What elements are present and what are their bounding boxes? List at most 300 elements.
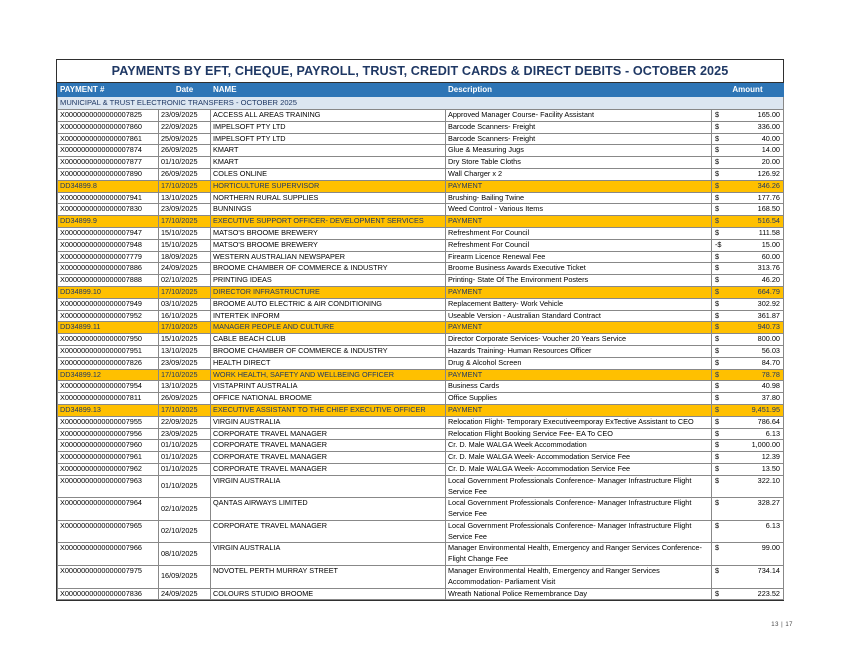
description-cell: Local Government Professionals Conference- Manager Infrastructure Flight Service Fee: [446, 475, 712, 498]
table-row: [58, 357, 784, 369]
amount-cell: [712, 286, 784, 298]
payment-number-cell: X0000000000000007955: [58, 416, 159, 428]
name-cell: VIRGIN AUSTRALIA: [211, 416, 446, 428]
currency-symbol: $: [715, 345, 720, 355]
amount-value: 168.50: [757, 204, 780, 214]
name-cell: WORK HEALTH, SAFETY AND WELLBEING OFFICER: [211, 369, 446, 381]
table-row: [58, 227, 784, 239]
description-cell: PAYMENT: [446, 180, 712, 192]
date-cell: 13/10/2025: [159, 381, 211, 393]
payment-number-cell: X0000000000000007811: [58, 393, 159, 405]
payment-number-cell: X0000000000000007874: [58, 145, 159, 157]
table-row: [58, 298, 784, 310]
amount-cell: [712, 416, 784, 428]
currency-symbol: $: [715, 204, 720, 214]
date-cell: 26/09/2025: [159, 168, 211, 180]
amount-value: 6.13: [765, 428, 780, 438]
name-cell: COLES ONLINE: [211, 168, 446, 180]
payment-number-cell: X0000000000000007961: [58, 452, 159, 464]
payment-number-cell: DD34899.10: [58, 286, 159, 298]
date-cell: 01/10/2025: [159, 440, 211, 452]
date-cell: 23/09/2025: [159, 428, 211, 440]
currency-symbol: $: [715, 428, 720, 438]
amount-cell: [712, 168, 784, 180]
currency-symbol: $: [715, 110, 720, 119]
currency-symbol: $: [715, 168, 720, 178]
payment-number-cell: X0000000000000007950: [58, 334, 159, 346]
amount-cell: [712, 543, 784, 566]
description-cell: Glue & Measuring Jugs: [446, 145, 712, 157]
date-cell: 17/10/2025: [159, 322, 211, 334]
description-cell: Relocation Flight- Temporary Executiveemporay ExTective Assistant to CEO: [446, 416, 712, 428]
date-cell: 02/10/2025: [159, 520, 211, 543]
currency-symbol: $: [715, 310, 720, 320]
amount-value: 46.20: [761, 275, 780, 285]
currency-symbol: $: [715, 404, 720, 414]
amount-cell: [712, 404, 784, 416]
currency-symbol: $: [715, 381, 720, 391]
table-row: [58, 463, 784, 475]
payment-number-cell: X0000000000000007951: [58, 345, 159, 357]
amount-cell: [712, 121, 784, 133]
amount-value: 786.64: [757, 416, 780, 426]
description-cell: PAYMENT: [446, 369, 712, 381]
amount-cell: [712, 322, 784, 334]
amount-value: 40.00: [761, 133, 780, 143]
name-cell: VIRGIN AUSTRALIA: [211, 543, 446, 566]
amount-cell: [712, 145, 784, 157]
amount-value: 734.14: [757, 566, 780, 576]
amount-value: 37.80: [761, 393, 780, 403]
amount-cell: [712, 357, 784, 369]
description-cell: Cr. D. Male WALGA Week Accommodation: [446, 440, 712, 452]
name-cell: BROOME CHAMBER OF COMMERCE & INDUSTRY: [211, 345, 446, 357]
amount-value: 9,451.95: [751, 404, 780, 414]
amount-value: 223.52: [757, 588, 780, 598]
table-row: [58, 133, 784, 145]
amount-value: 313.76: [757, 263, 780, 273]
amount-value: 13.50: [761, 463, 780, 473]
table-row: [58, 239, 784, 251]
payment-number-cell: X0000000000000007890: [58, 168, 159, 180]
payments-table: [57, 83, 784, 600]
amount-value: 322.10: [757, 475, 780, 485]
amount-cell: [712, 428, 784, 440]
name-cell: CABLE BEACH CLUB: [211, 334, 446, 346]
amount-value: 800.00: [757, 334, 780, 344]
date-cell: 23/09/2025: [159, 110, 211, 122]
page-number: 13 | 17: [771, 622, 793, 628]
date-cell: 15/10/2025: [159, 334, 211, 346]
amount-cell: [712, 192, 784, 204]
payment-number-cell: DD34899.8: [58, 180, 159, 192]
description-cell: Director Corporate Services- Voucher 20 Years Service: [446, 334, 712, 346]
amount-value: 302.92: [757, 298, 780, 308]
payment-number-cell: X0000000000000007888: [58, 275, 159, 287]
currency-symbol: $: [715, 475, 720, 485]
date-cell: 01/10/2025: [159, 157, 211, 169]
description-cell: Manager Environmental Health, Emergency and Ranger Services Accommodation- Parliament Visit: [446, 566, 712, 589]
name-cell: ACCESS ALL AREAS TRAINING: [211, 110, 446, 122]
table-row: [58, 110, 784, 122]
amount-cell: [712, 298, 784, 310]
table-row: [58, 145, 784, 157]
table-row: [58, 157, 784, 169]
table-row: [58, 440, 784, 452]
date-cell: 08/10/2025: [159, 543, 211, 566]
table-row: [58, 428, 784, 440]
description-cell: PAYMENT: [446, 322, 712, 334]
description-cell: Useable Version - Australian Standard Contract: [446, 310, 712, 322]
name-cell: EXECUTIVE ASSISTANT TO THE CHIEF EXECUTIVE OFFICER: [211, 404, 446, 416]
date-cell: 22/09/2025: [159, 416, 211, 428]
table-row-highlighted: [58, 286, 784, 298]
payment-number-cell: X0000000000000007947: [58, 227, 159, 239]
section-row: [58, 97, 784, 110]
name-cell: BROOME CHAMBER OF COMMERCE & INDUSTRY: [211, 263, 446, 275]
amount-value: 516.54: [757, 216, 780, 226]
amount-value: 940.73: [757, 322, 780, 332]
amount-value: 1,000.00: [751, 440, 780, 450]
payment-number-cell: X0000000000000007825: [58, 110, 159, 122]
description-cell: Refreshment For Council: [446, 227, 712, 239]
payment-number-cell: X0000000000000007830: [58, 204, 159, 216]
amount-value: 99.00: [761, 543, 780, 553]
currency-symbol: $: [715, 322, 720, 332]
name-cell: CORPORATE TRAVEL MANAGER: [211, 440, 446, 452]
payment-number-cell: DD34899.12: [58, 369, 159, 381]
description-cell: Local Government Professionals Conference- Manager Infrastructure Flight Service Fee: [446, 520, 712, 543]
date-cell: 17/10/2025: [159, 404, 211, 416]
currency-symbol: $: [715, 393, 720, 403]
table-row-highlighted: [58, 404, 784, 416]
description-cell: Firearm Licence Renewal Fee: [446, 251, 712, 263]
currency-symbol: $: [715, 216, 720, 226]
description-cell: Hazards Training- Human Resources Officer: [446, 345, 712, 357]
column-header-payment: PAYMENT #: [58, 84, 159, 97]
name-cell: MATSO'S BROOME BREWERY: [211, 239, 446, 251]
table-row: [58, 334, 784, 346]
column-header-amount: Amount: [712, 84, 784, 97]
date-cell: 18/09/2025: [159, 251, 211, 263]
payment-number-cell: X0000000000000007952: [58, 310, 159, 322]
date-cell: 22/09/2025: [159, 121, 211, 133]
amount-cell: [712, 393, 784, 405]
amount-value: 361.87: [757, 310, 780, 320]
table-row: [58, 498, 784, 521]
amount-value: 84.70: [761, 357, 780, 367]
table-row: [58, 381, 784, 393]
payment-number-cell: X0000000000000007886: [58, 263, 159, 275]
table-row: [58, 588, 784, 600]
currency-symbol: $: [715, 369, 720, 379]
payment-number-cell: X0000000000000007960: [58, 440, 159, 452]
table-row-highlighted: [58, 369, 784, 381]
payment-number-cell: X0000000000000007954: [58, 381, 159, 393]
amount-cell: [712, 369, 784, 381]
table-row: [58, 566, 784, 589]
table-row: [58, 345, 784, 357]
amount-cell: [712, 239, 784, 251]
amount-cell: [712, 452, 784, 464]
date-cell: 13/10/2025: [159, 345, 211, 357]
name-cell: VISTAPRINT AUSTRALIA: [211, 381, 446, 393]
amount-cell: [712, 275, 784, 287]
name-cell: MANAGER PEOPLE AND CULTURE: [211, 322, 446, 334]
currency-symbol: $: [715, 357, 720, 367]
table-row: [58, 310, 784, 322]
payment-number-cell: X0000000000000007779: [58, 251, 159, 263]
date-cell: 03/10/2025: [159, 298, 211, 310]
date-cell: 17/10/2025: [159, 286, 211, 298]
amount-value: 20.00: [761, 157, 780, 167]
payment-number-cell: X0000000000000007826: [58, 357, 159, 369]
amount-value: 664.79: [757, 286, 780, 296]
table-row: [58, 275, 784, 287]
name-cell: KMART: [211, 157, 446, 169]
amount-cell: [712, 381, 784, 393]
currency-symbol: $: [715, 121, 720, 131]
date-cell: 23/09/2025: [159, 204, 211, 216]
name-cell: BUNNINGS: [211, 204, 446, 216]
currency-symbol: $: [715, 298, 720, 308]
currency-symbol: $: [715, 498, 720, 508]
name-cell: BROOME AUTO ELECTRIC & AIR CONDITIONING: [211, 298, 446, 310]
table-row: [58, 192, 784, 204]
currency-symbol: $: [715, 286, 720, 296]
amount-cell: [712, 498, 784, 521]
payment-number-cell: X0000000000000007975: [58, 566, 159, 589]
currency-symbol: $: [715, 334, 720, 344]
date-cell: 24/09/2025: [159, 588, 211, 600]
amount-value: 78.78: [761, 369, 780, 379]
currency-symbol: $: [715, 227, 720, 237]
payment-number-cell: X0000000000000007836: [58, 588, 159, 600]
date-cell: 02/10/2025: [159, 498, 211, 521]
name-cell: CORPORATE TRAVEL MANAGER: [211, 520, 446, 543]
date-cell: 17/10/2025: [159, 369, 211, 381]
name-cell: NOVOTEL PERTH MURRAY STREET: [211, 566, 446, 589]
column-header-name: NAME: [211, 84, 446, 97]
amount-value: 60.00: [761, 251, 780, 261]
payment-number-cell: X0000000000000007966: [58, 543, 159, 566]
payment-number-cell: X0000000000000007949: [58, 298, 159, 310]
amount-value: 336.00: [757, 121, 780, 131]
table-row-highlighted: [58, 180, 784, 192]
amount-cell: [712, 310, 784, 322]
description-cell: Relocation Flight Booking Service Fee- EA To CEO: [446, 428, 712, 440]
description-cell: Broome Business Awards Executive Ticket: [446, 263, 712, 275]
description-cell: Local Government Professionals Conference- Manager Infrastructure Flight Service Fee: [446, 498, 712, 521]
currency-symbol: $: [715, 520, 720, 530]
date-cell: 16/09/2025: [159, 566, 211, 589]
name-cell: QANTAS AIRWAYS LIMITED: [211, 498, 446, 521]
amount-cell: [712, 520, 784, 543]
amount-cell: [712, 566, 784, 589]
name-cell: CORPORATE TRAVEL MANAGER: [211, 428, 446, 440]
amount-cell: [712, 227, 784, 239]
name-cell: DIRECTOR INFRASTRUCTURE: [211, 286, 446, 298]
payment-number-cell: X0000000000000007948: [58, 239, 159, 251]
name-cell: CORPORATE TRAVEL MANAGER: [211, 463, 446, 475]
description-cell: Barcode Scanners- Freight: [446, 133, 712, 145]
currency-symbol: $: [715, 180, 720, 190]
currency-symbol: $: [715, 263, 720, 273]
currency-symbol: $: [715, 440, 720, 450]
table-row: [58, 121, 784, 133]
date-cell: 24/09/2025: [159, 263, 211, 275]
name-cell: WESTERN AUSTRALIAN NEWSPAPER: [211, 251, 446, 263]
amount-cell: [712, 334, 784, 346]
amount-value: 165.00: [757, 110, 780, 119]
amount-value: 6.13: [765, 520, 780, 530]
date-cell: 15/10/2025: [159, 239, 211, 251]
column-header-date: Date: [159, 84, 211, 97]
name-cell: VIRGIN AUSTRALIA: [211, 475, 446, 498]
date-cell: 26/09/2025: [159, 145, 211, 157]
amount-cell: [712, 216, 784, 228]
currency-symbol: $: [715, 251, 720, 261]
date-cell: 23/09/2025: [159, 357, 211, 369]
date-cell: 16/10/2025: [159, 310, 211, 322]
description-cell: Printing- State Of The Environment Posters: [446, 275, 712, 287]
date-cell: 17/10/2025: [159, 216, 211, 228]
currency-symbol: $: [715, 463, 720, 473]
currency-symbol: $: [715, 145, 720, 155]
description-cell: Refreshment For Council: [446, 239, 712, 251]
payment-number-cell: X0000000000000007965: [58, 520, 159, 543]
date-cell: 26/09/2025: [159, 393, 211, 405]
name-cell: MATSO'S BROOME BREWERY: [211, 227, 446, 239]
amount-cell: [712, 463, 784, 475]
description-cell: Drug & Alcohol Screen: [446, 357, 712, 369]
currency-symbol: -$: [715, 239, 722, 249]
currency-symbol: $: [715, 566, 720, 576]
currency-symbol: $: [715, 275, 720, 285]
amount-cell: [712, 157, 784, 169]
report-title: PAYMENTS BY EFT, CHEQUE, PAYROLL, TRUST, CREDIT CARDS & DIRECT DEBITS - OCTOBER 2025: [57, 60, 783, 83]
table-row: [58, 251, 784, 263]
description-cell: Replacement Battery- Work Vehicle: [446, 298, 712, 310]
header-row: [58, 84, 784, 97]
amount-value: 56.03: [761, 345, 780, 355]
currency-symbol: $: [715, 588, 720, 598]
payments-report: [56, 59, 784, 601]
date-cell: 13/10/2025: [159, 192, 211, 204]
currency-symbol: $: [715, 192, 720, 202]
name-cell: EXECUTIVE SUPPORT OFFICER- DEVELOPMENT SERVICES: [211, 216, 446, 228]
description-cell: Wreath National Police Remembrance Day: [446, 588, 712, 600]
date-cell: 17/10/2025: [159, 180, 211, 192]
name-cell: IMPELSOFT PTY LTD: [211, 121, 446, 133]
name-cell: HORTICULTURE SUPERVISOR: [211, 180, 446, 192]
payment-number-cell: DD34899.9: [58, 216, 159, 228]
amount-cell: [712, 263, 784, 275]
payment-number-cell: X0000000000000007877: [58, 157, 159, 169]
amount-value: 15.00: [761, 239, 780, 249]
date-cell: 25/09/2025: [159, 133, 211, 145]
table-row-highlighted: [58, 322, 784, 334]
name-cell: IMPELSOFT PTY LTD: [211, 133, 446, 145]
table-row: [58, 393, 784, 405]
payment-number-cell: X0000000000000007860: [58, 121, 159, 133]
description-cell: PAYMENT: [446, 404, 712, 416]
date-cell: 01/10/2025: [159, 463, 211, 475]
payment-number-cell: X0000000000000007956: [58, 428, 159, 440]
name-cell: COLOURS STUDIO BROOME: [211, 588, 446, 600]
date-cell: 01/10/2025: [159, 452, 211, 464]
payment-number-cell: X0000000000000007941: [58, 192, 159, 204]
table-row: [58, 416, 784, 428]
date-cell: 15/10/2025: [159, 227, 211, 239]
name-cell: INTERTEK INFORM: [211, 310, 446, 322]
description-cell: Dry Store Table Cloths: [446, 157, 712, 169]
description-cell: Wall Charger x 2: [446, 168, 712, 180]
currency-symbol: $: [715, 543, 720, 553]
amount-cell: [712, 180, 784, 192]
amount-cell: [712, 251, 784, 263]
name-cell: KMART: [211, 145, 446, 157]
amount-cell: [712, 133, 784, 145]
amount-value: 14.00: [761, 145, 780, 155]
table-row: [58, 475, 784, 498]
table-row: [58, 452, 784, 464]
amount-value: 346.26: [757, 180, 780, 190]
amount-cell: [712, 345, 784, 357]
table-row: [58, 168, 784, 180]
amount-cell: [712, 110, 784, 122]
description-cell: Barcode Scanners- Freight: [446, 121, 712, 133]
description-cell: Cr. D. Male WALGA Week- Accommodation Service Fee: [446, 452, 712, 464]
description-cell: Approved Manager Course- Facility Assistant: [446, 110, 712, 122]
amount-value: 40.98: [761, 381, 780, 391]
amount-value: 328.27: [757, 498, 780, 508]
amount-cell: [712, 204, 784, 216]
column-header-description: Description: [446, 84, 712, 97]
date-cell: 02/10/2025: [159, 275, 211, 287]
name-cell: PRINTING IDEAS: [211, 275, 446, 287]
payment-number-cell: X0000000000000007964: [58, 498, 159, 521]
currency-symbol: $: [715, 452, 720, 462]
payment-number-cell: X0000000000000007963: [58, 475, 159, 498]
description-cell: Cr. D. Male WALGA Week- Accommodation Service Fee: [446, 463, 712, 475]
description-cell: PAYMENT: [446, 216, 712, 228]
currency-symbol: $: [715, 416, 720, 426]
currency-symbol: $: [715, 157, 720, 167]
name-cell: OFFICE NATIONAL BROOME: [211, 393, 446, 405]
date-cell: 01/10/2025: [159, 475, 211, 498]
table-row: [58, 543, 784, 566]
table-row-highlighted: [58, 216, 784, 228]
currency-symbol: $: [715, 133, 720, 143]
description-cell: PAYMENT: [446, 286, 712, 298]
payment-number-cell: X0000000000000007962: [58, 463, 159, 475]
table-row: [58, 520, 784, 543]
description-cell: Office Supplies: [446, 393, 712, 405]
amount-cell: [712, 588, 784, 600]
amount-cell: [712, 440, 784, 452]
name-cell: HEALTH DIRECT: [211, 357, 446, 369]
amount-value: 111.58: [758, 227, 780, 237]
name-cell: CORPORATE TRAVEL MANAGER: [211, 452, 446, 464]
amount-value: 177.76: [757, 192, 780, 202]
description-cell: Brushing- Bailing Twine: [446, 192, 712, 204]
payment-number-cell: DD34899.11: [58, 322, 159, 334]
amount-value: 12.39: [761, 452, 780, 462]
section-label: MUNICIPAL & TRUST ELECTRONIC TRANSFERS - OCTOBER 2025: [58, 97, 784, 110]
description-cell: Business Cards: [446, 381, 712, 393]
payment-number-cell: DD34899.13: [58, 404, 159, 416]
